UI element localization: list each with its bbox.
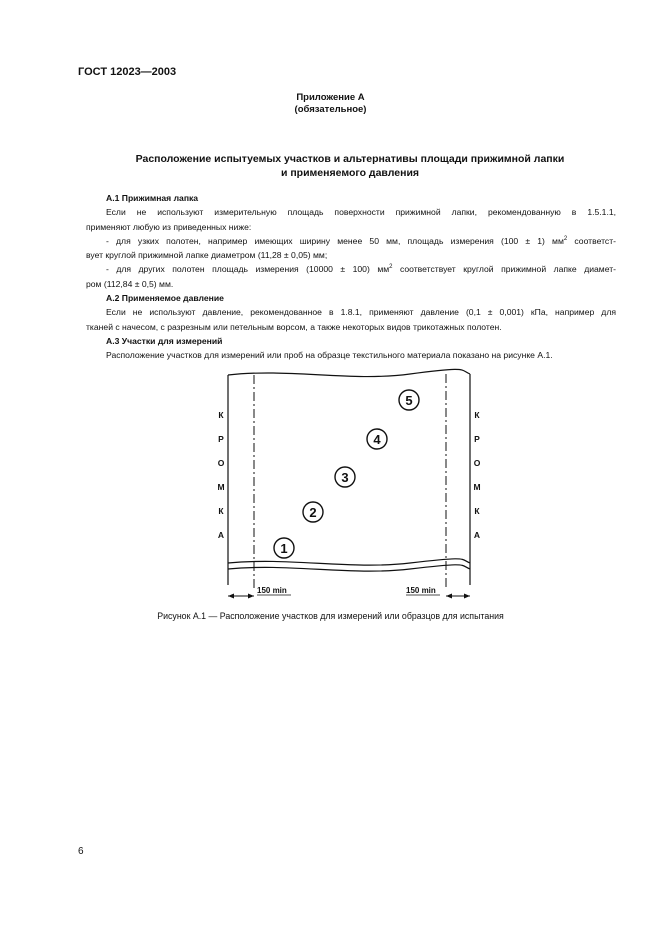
page-number: 6 xyxy=(78,846,84,857)
fabric-bottom-edge-inner xyxy=(228,565,470,571)
edge-letter-left: К xyxy=(218,506,224,516)
list-item-narrow-line1: - для узких полотен, например имеющих ширину менее 50 мм, площадь измерения (100 ± 1) $мм^2$ соответст- xyxy=(106,235,617,246)
section-a1-paragraph-line1: Если не используют измерительную площадь поверхности прижимной лапки, рекомендованную в 1.5.1.1, xyxy=(106,207,616,218)
edge-letter-right: К xyxy=(474,506,480,516)
edge-letter-right: К xyxy=(474,410,480,420)
section-a2-paragraph-line1: Если не используют давление, рекомендованное в 1.8.1, применяют давление (0,1 ± 0,001) кПа, например для xyxy=(106,307,616,318)
arrow-icon xyxy=(464,594,470,599)
section-a1-title: А.1 Прижимная лапка xyxy=(106,193,199,203)
edge-letter-left: А xyxy=(217,530,225,540)
figure-caption: Рисунок А.1 — Расположение участков для измерений или образцов для испытания xyxy=(157,611,504,621)
arrow-icon xyxy=(446,594,452,599)
test-area-number: 3 xyxy=(341,470,349,485)
test-area-number: 2 xyxy=(309,505,317,520)
section-a1-paragraph-line2: применяют любую из приведенных ниже: xyxy=(86,221,252,232)
section-a2-paragraph-line2: тканей с начесом, с разрезным или петельным ворсом, а также некоторых видов трикотажных полотен. xyxy=(86,321,502,332)
annex-label: Приложение А xyxy=(296,92,365,103)
dimension-label-right: 150 min xyxy=(406,586,436,595)
edge-letter-left: Р xyxy=(218,434,224,444)
annex-status: (обязательное) xyxy=(294,104,367,115)
standard-header: ГОСТ 12023—2003 xyxy=(78,66,177,78)
edge-letter-right: А xyxy=(473,530,481,540)
fabric-top-edge xyxy=(228,369,470,376)
fabric-bottom-edge xyxy=(228,559,470,565)
test-area-number: 4 xyxy=(373,432,381,447)
annex-title-line1: Расположение испытуемых участков и альтернативы площади прижимной лапки xyxy=(135,153,565,165)
edge-letter-right: М xyxy=(473,482,481,492)
section-a2-title: А.2 Применяемое давление xyxy=(106,293,224,304)
list-item-other-line2: ром (112,84 ± 0,5) мм. xyxy=(86,278,174,289)
section-a3-title: А.3 Участки для измерений xyxy=(106,335,223,346)
edge-letter-left: К xyxy=(218,410,224,420)
edge-letter-left: О xyxy=(217,458,225,468)
test-area-number: 1 xyxy=(280,541,288,556)
edge-letter-right: О xyxy=(473,458,481,468)
edge-letter-right: Р xyxy=(474,434,480,444)
section-a3-paragraph: Расположение участков для измерений или проб на образце текстильного материала показано на рисунке А.1. xyxy=(106,350,553,361)
annex-title-line2: и применяемого давления xyxy=(280,167,420,179)
arrow-icon xyxy=(228,594,234,599)
edge-letter-left: М xyxy=(217,482,225,492)
list-item-narrow-line2: вует круглой прижимной лапке диаметром (11,28 ± 0,05) мм; xyxy=(86,250,328,261)
annex-body xyxy=(86,191,616,363)
arrow-icon xyxy=(248,594,254,599)
dimension-label-left: 150 min xyxy=(257,586,287,595)
test-area-number: 5 xyxy=(405,393,413,408)
figure-a1 xyxy=(200,360,500,605)
list-item-other-line1: - для других полотен площадь измерения (10000 ± 100) $мм^2$ соответствует круглой прижимной лапке диамет- xyxy=(106,264,616,275)
